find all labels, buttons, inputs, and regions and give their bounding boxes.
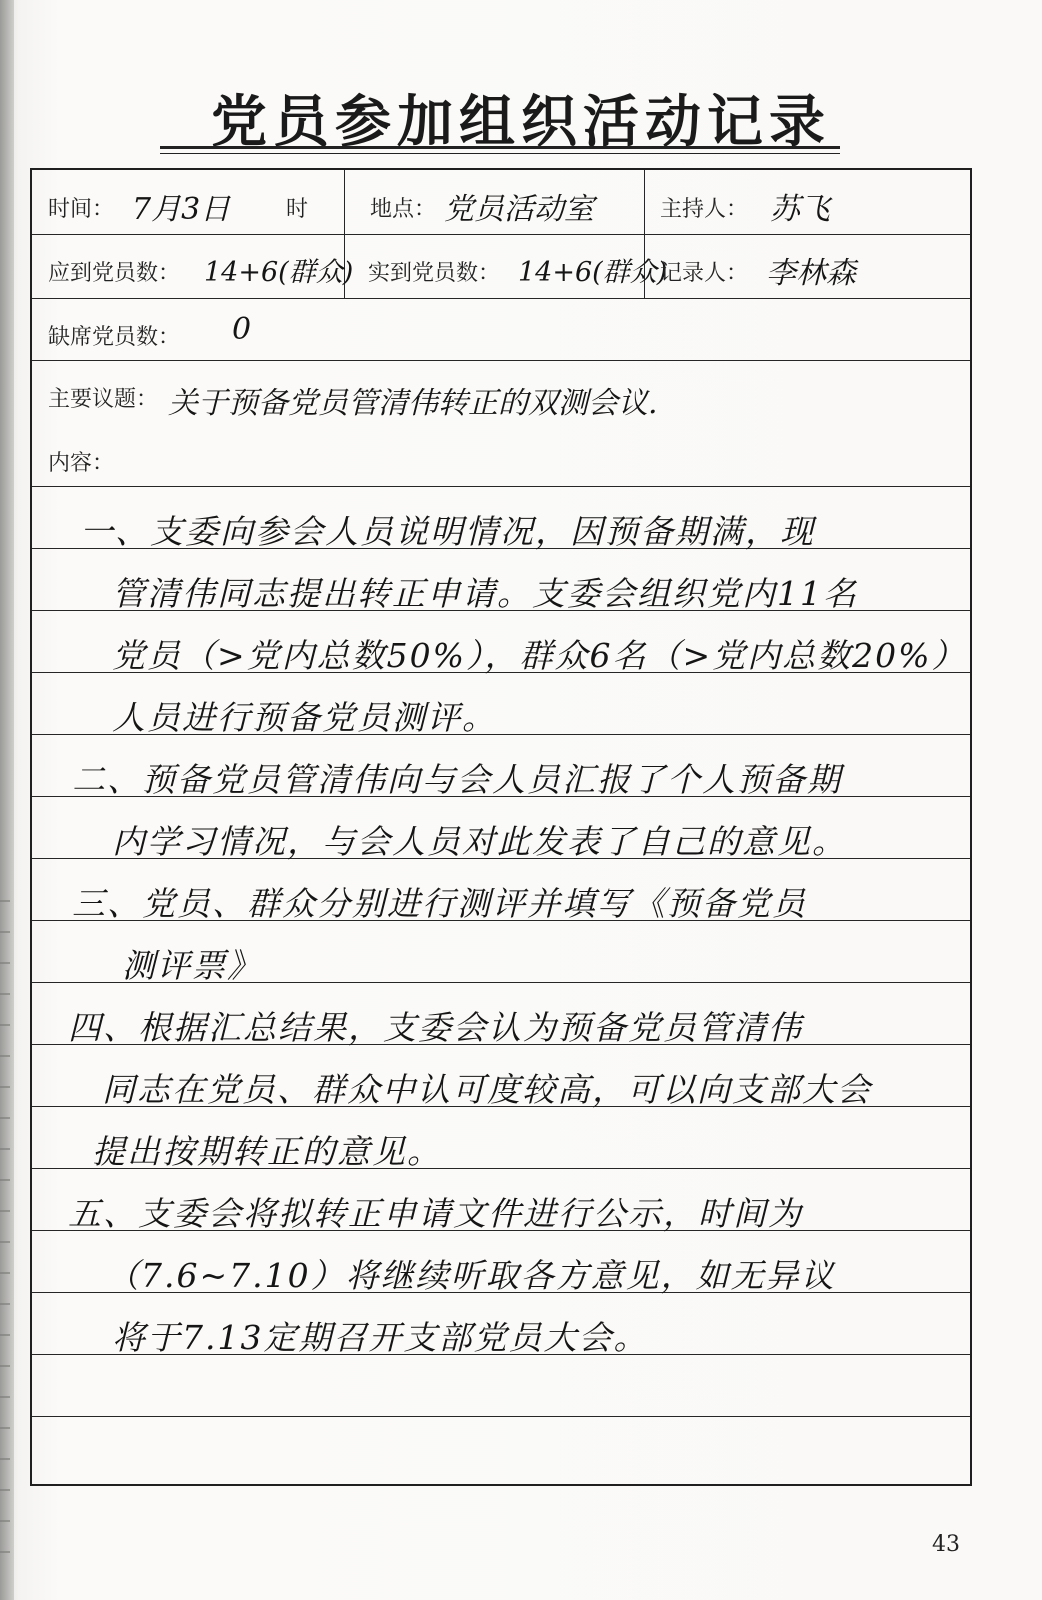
content-line: 三、党员、群众分别进行测评并填写《预备党员 [72,884,807,923]
absent-members-label: 缺席党员数： [48,325,181,350]
place-value: 党员活动室 [444,192,594,227]
actual-members-value: 14+6(群众) [518,257,668,288]
actual-members-label: 实到党员数： [368,261,501,286]
place-label: 地点： [370,197,437,222]
page-title: 党员参加组织活动记录 [211,89,831,155]
title-underline-thick [160,146,840,149]
page-edge-stripes [0,900,10,1580]
content-line: 党员（>党内总数50%），群众6名（>党内总数20%） [112,636,967,675]
content-line: 二、预备党员管清伟向与会人员汇报了个人预备期 [72,760,842,799]
content-line: 管清伟同志提出转正申请。支委会组织党内11名 [112,574,858,613]
content-line: 测评票》 [122,946,262,985]
time-suffix: 时 [286,197,309,222]
record-form [30,168,972,1486]
form-row-divider [32,360,970,361]
content-line: 四、根据汇总结果，支委会认为预备党员管清伟 [68,1008,803,1047]
content-line: 提出按期转正的意见。 [92,1132,442,1171]
time-label: 时间： [48,197,115,222]
content-line: 同志在党员、群众中认可度较高，可以向支部大会 [102,1070,872,1109]
time-value: 7月3日 [132,192,231,227]
form-row-divider [32,234,970,235]
content-label: 内容： [48,451,115,476]
content-line: 人员进行预备党员测评。 [112,698,497,737]
recorder-value: 李林森 [766,256,856,291]
expected-members-value: 14+6(群众) [204,257,354,288]
recorder-label: 记录人： [660,261,749,286]
title-underline-thin [160,153,840,154]
page-number: 43 [932,1532,960,1557]
content-line: 内学习情况，与会人员对此发表了自己的意见。 [112,822,847,861]
topic-label: 主要议题： [48,387,159,412]
topic-value: 关于预备党员管清伟转正的双测会议. [168,386,658,421]
content-line: （7.6~7.10）将继续听取各方意见，如无异议 [106,1256,836,1295]
absent-members-value: 0 [232,312,252,347]
form-row-divider [32,486,970,487]
content-line: 将于7.13定期召开支部党员大会。 [112,1318,649,1357]
content-line: 一、支委向参会人员说明情况，因预备期满，现 [80,512,815,551]
content-line: 五、支委会将拟转正申请文件进行公示，时间为 [68,1194,803,1233]
form-row-divider [32,298,970,299]
ruled-line [32,1416,970,1417]
expected-members-label: 应到党员数： [48,261,181,286]
host-label: 主持人： [660,197,749,222]
host-value: 苏飞 [770,192,830,227]
